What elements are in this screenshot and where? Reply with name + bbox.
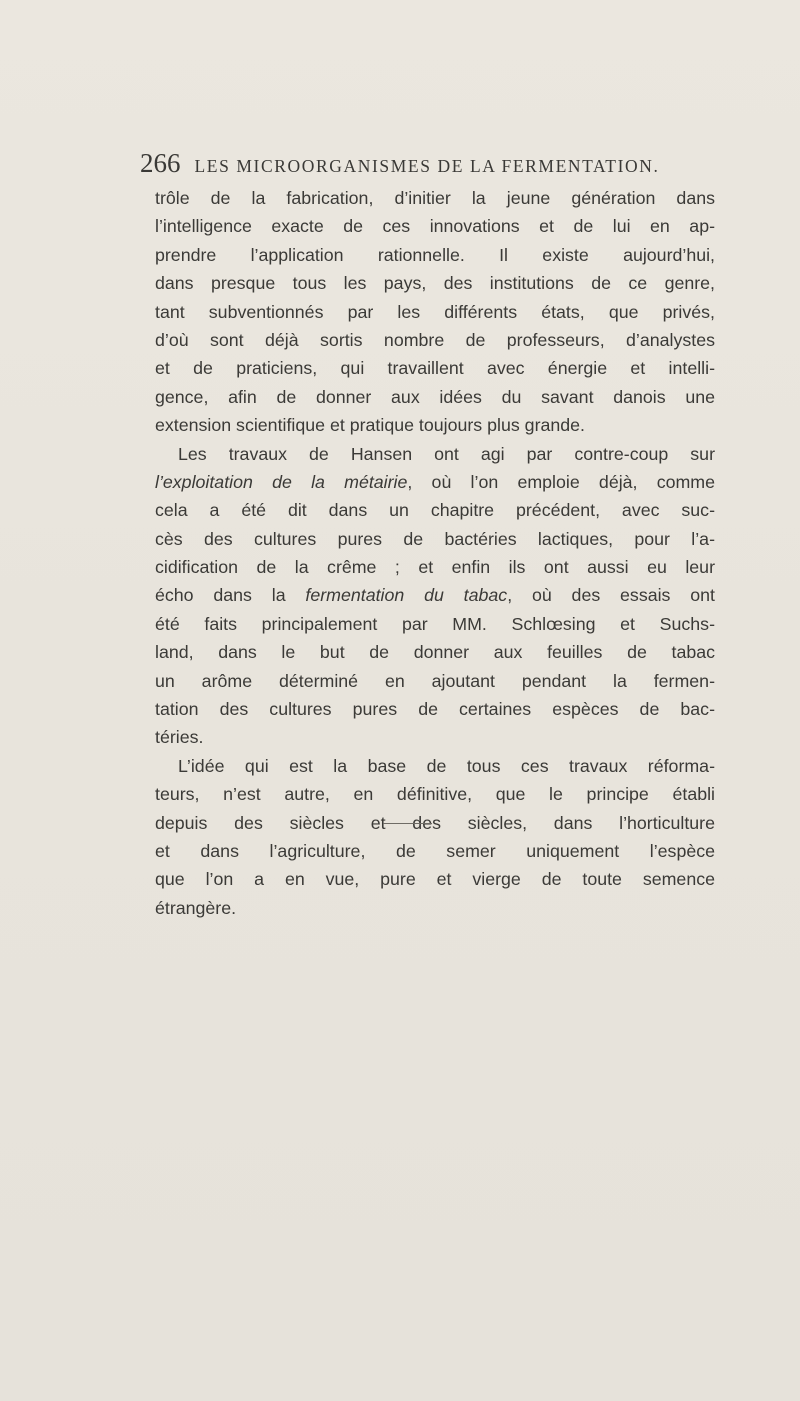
text-line (155, 581, 715, 609)
text-line: et de praticiens, qui travaillent avec énergie et intelli- (155, 358, 715, 379)
text-line: dans presque tous les pays, des institutions de ce genre, (155, 273, 715, 294)
text-line: prendre l’application rationnelle. Il existe aujourd’hui, (155, 244, 715, 265)
text-fragment: écho dans la (155, 585, 306, 606)
text-line: teurs, n’est autre, en définitive, que le principe établi (155, 784, 715, 805)
running-header (140, 148, 720, 179)
italic-title-tabac: fermentation du tabac (305, 585, 508, 606)
body-text (155, 184, 715, 922)
paragraph-1 (155, 184, 715, 440)
text-line: été faits principalement par MM. Schlœsing et Suchs- (155, 613, 715, 634)
text-line: extension scientifique et pratique toujours plus grande. (155, 415, 585, 436)
text-line: land, dans le but de donner aux feuilles de tabac (155, 642, 715, 663)
text-line: depuis des siècles et des siècles, dans l’horticulture (155, 812, 715, 833)
text-line: étrangère. (155, 897, 237, 918)
italic-title-metairie: l’exploitation de la métairie (155, 471, 408, 492)
paragraph-2 (155, 440, 715, 752)
text-line: l’intelligence exacte de ces innovations et de lui en ap- (155, 216, 715, 237)
text-line: cès des cultures pures de bactéries lactiques, pour l’a- (155, 528, 715, 549)
text-line: et dans l’agriculture, de semer uniquement l’espèce (155, 840, 715, 861)
text-line: tation des cultures pures de certaines espèces de bac- (155, 699, 715, 720)
text-line: que l’on a en vue, pure et vierge de toute semence (155, 869, 715, 890)
text-line: L’idée qui est la base de tous ces travaux réforma- (178, 755, 715, 776)
running-title: LES MICROORGANISMES DE LA FERMENTATION. (194, 156, 660, 176)
text-line: Les travaux de Hansen ont agi par contre-coup sur (178, 443, 715, 464)
section-divider (383, 823, 432, 824)
paragraph-3 (155, 752, 715, 922)
text-line: trôle de la fabrication, d’initier la jeune génération dans (155, 188, 715, 208)
text-line: gence, afin de donner aux idées du savant danois une (155, 386, 715, 407)
text-line: cidification de la crême ; et enfin ils ont aussi eu leur (155, 557, 715, 578)
text-fragment: , où des essais ont (507, 585, 715, 606)
text-line: d’où sont déjà sortis nombre de professeurs, d’analystes (155, 329, 715, 350)
text-fragment: , où l’on emploie déjà, comme (407, 471, 716, 492)
text-line: un arôme déterminé en ajoutant pendant la fermen- (155, 670, 715, 691)
text-line (155, 468, 715, 496)
text-line: tant subventionnés par les différents états, que privés, (155, 301, 715, 322)
text-line: cela a été dit dans un chapitre précédent, avec suc- (155, 500, 715, 521)
text-line: téries. (155, 727, 204, 748)
page-number: 266 (140, 148, 181, 178)
